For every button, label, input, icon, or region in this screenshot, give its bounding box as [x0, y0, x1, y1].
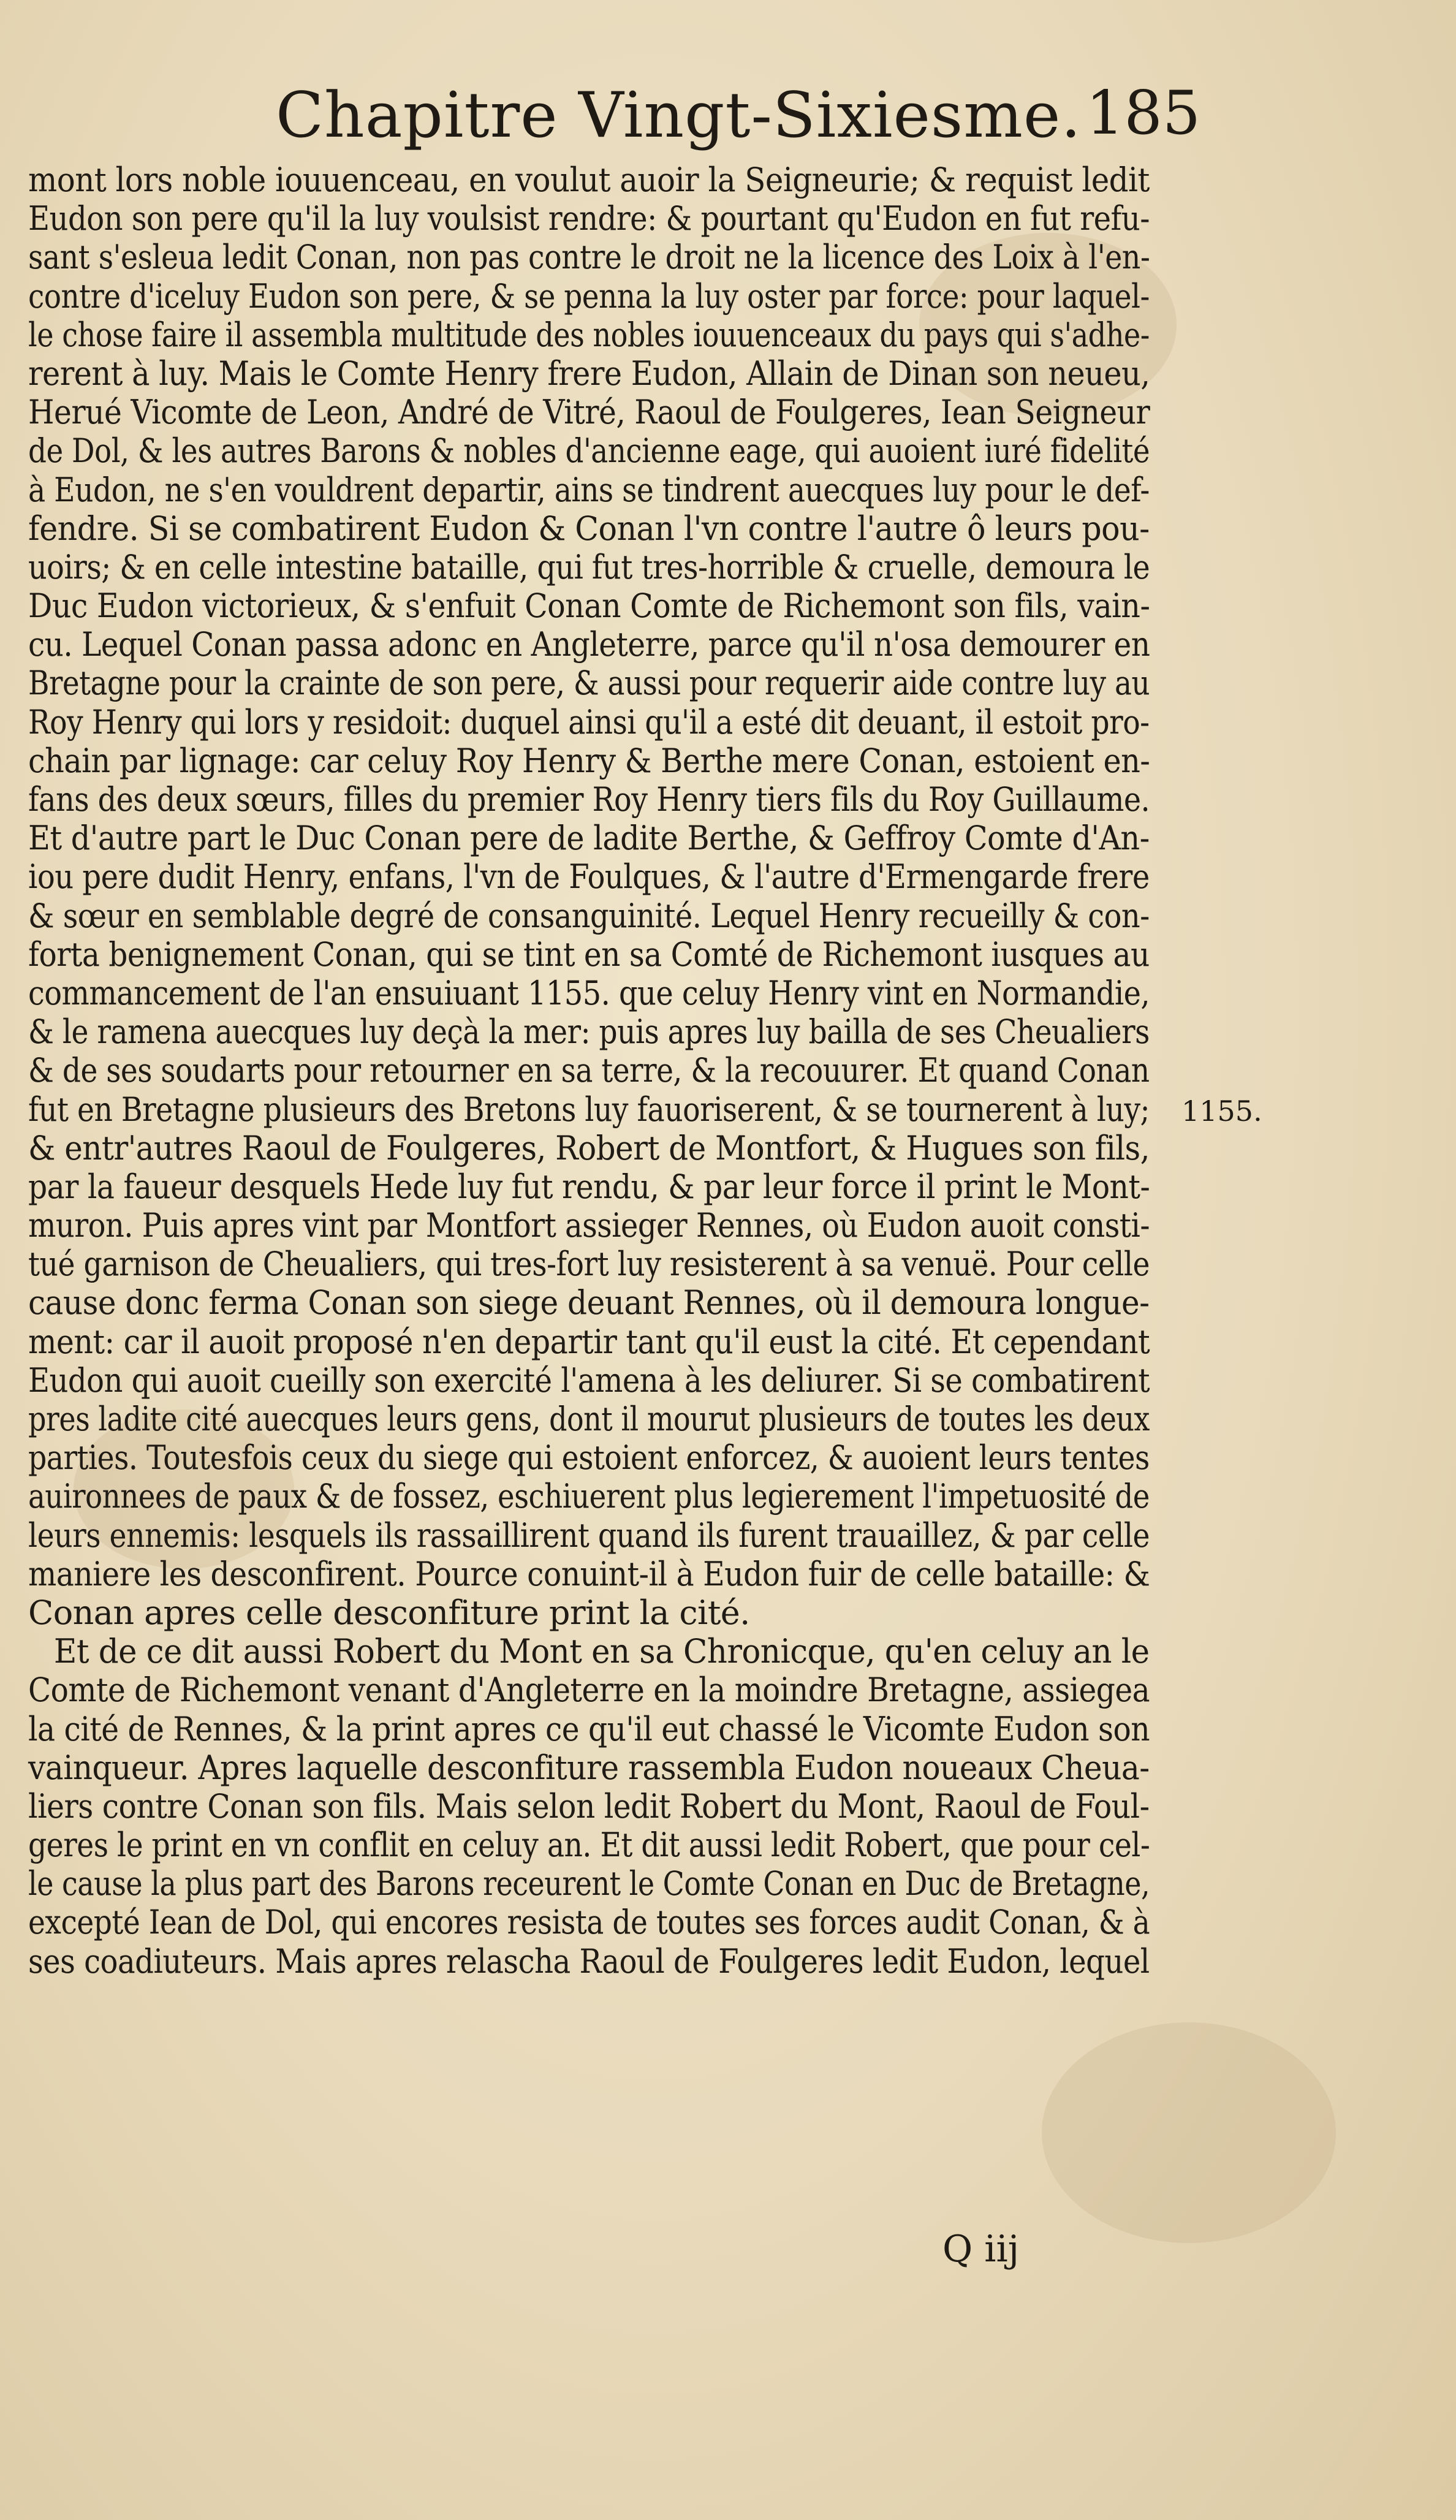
text-line: & entr'autres Raoul de Foulgeres, Robert de Montfort, & Hugues son fils,: [28, 1128, 1150, 1167]
text-line: contre d'iceluy Eudon son pere, & se penna la luy oster par force: pour laquel-: [28, 276, 1150, 316]
text-line: parties. Toutesfois ceux du siege qui estoient enforcez, & auoient leurs tentes: [28, 1438, 1150, 1478]
text-line: mont lors noble iouuenceau, en voulut auoir la Seigneurie; & requist ledit: [28, 161, 1150, 199]
text-line: sant s'esleua ledit Conan, non pas contre le droit ne la licence des Loix à l'en-: [28, 238, 1150, 277]
signature-mark: Q iij: [942, 2228, 1020, 2271]
text-line: de Dol, & les autres Barons & nobles d'ancienne eage, qui auoient iuré fidelité: [28, 431, 1150, 471]
text-line: maniere les desconfirent. Pource conuint-il à Eudon fuir de celle bataille: &: [28, 1554, 1150, 1593]
text-line: liers contre Conan son fils. Mais selon ledit Robert du Mont, Raoul de Foul-: [28, 1786, 1150, 1826]
text-line: Eudon qui auoit cueilly son exercité l'amena à les deliurer. Si se combatirent: [28, 1361, 1150, 1400]
body-text: [28, 161, 1150, 1981]
text-line: cu. Lequel Conan passa adonc en Angleterre, parce qu'il n'osa demourer en: [28, 625, 1150, 664]
text-line: uoirs; & en celle intestine bataille, qui fut tres-horrible & cruelle, demoura le: [28, 547, 1150, 586]
text-line: fendre. Si se combatirent Eudon & Conan l'vn contre l'autre ô leurs pou-: [28, 509, 1150, 548]
text-line: Et d'autre part le Duc Conan pere de ladite Berthe, & Geffroy Comte d'An-: [28, 819, 1150, 858]
text-line: leurs ennemis: lesquels ils rassaillirent quand ils furent trauaillez, & par celle: [28, 1516, 1150, 1555]
text-line: par la faueur desquels Hede luy fut rendu, & par leur force il print le Mont-: [28, 1167, 1150, 1206]
running-head-title: Chapitre Vingt-Sixiesme.: [276, 79, 1082, 152]
text-line: pres ladite cité auecques leurs gens, dont il mourut plusieurs de toutes les deux: [28, 1400, 1150, 1438]
text-line: cause donc ferma Conan son siege deuant Rennes, où il demoura longue-: [28, 1283, 1150, 1323]
text-line: Bretagne pour la crainte de son pere, & aussi pour requerir aide contre luy au: [28, 664, 1150, 703]
text-line: Comte de Richemont venant d'Angleterre en la moindre Bretagne, assiegea: [28, 1671, 1150, 1710]
text-line: à Eudon, ne s'en vouldrent departir, ains se tindrent auecques luy pour le def-: [28, 470, 1150, 509]
text-line: iou pere dudit Henry, enfans, l'vn de Foulques, & l'autre d'Ermengarde frere: [28, 857, 1150, 897]
text-line: rerent à luy. Mais le Comte Henry frere Eudon, Allain de Dinan son neueu,: [28, 354, 1150, 393]
text-line: fans des deux sœurs, filles du premier Roy Henry tiers fils du Roy Guillaume.: [28, 780, 1150, 819]
text-line: chain par lignage: car celuy Roy Henry & Berthe mere Conan, estoient en-: [28, 741, 1150, 780]
text-line: & sœur en semblable degré de consanguinité. Lequel Henry recueilly & con-: [28, 896, 1150, 935]
text-line: & de ses soudarts pour retourner en sa terre, & la recouurer. Et quand Conan: [28, 1051, 1150, 1090]
text-line: ment: car il auoit proposé n'en departir tant qu'il eust la cité. Et cependant: [28, 1322, 1150, 1361]
text-line: Conan apres celle desconfiture print la cité.: [28, 1593, 750, 1632]
text-line: Eudon son pere qu'il la luy voulsist rendre: & pourtant qu'Eudon en fut refu-: [28, 199, 1150, 238]
margin-note-year: 1155.: [1181, 1095, 1262, 1128]
text-line: forta benignement Conan, qui se tint en sa Comté de Richemont iusques au: [28, 935, 1150, 974]
text-line: Et de ce dit aussi Robert du Mont en sa Chronicque, qu'en celuy an le: [53, 1632, 1150, 1671]
text-line: ses coadiuteurs. Mais apres relascha Raoul de Foulgeres ledit Eudon, lequel: [28, 1941, 1150, 1981]
text-line: & le ramena auecques luy deçà la mer: puis apres luy bailla de ses Cheualiers: [28, 1012, 1150, 1052]
paper-stain: [1042, 2022, 1336, 2243]
text-line: tué garnison de Cheualiers, qui tres-fort luy resisterent à sa venuë. Pour celle: [28, 1245, 1150, 1284]
text-line: excepté Iean de Dol, qui encores resista de toutes ses forces audit Conan, & à: [28, 1903, 1150, 1942]
text-line: le cause la plus part des Barons receurent le Comte Conan en Duc de Bretagne,: [28, 1864, 1150, 1903]
text-line: auironnees de paux & de fossez, eschiuerent plus legierement l'impetuosité de: [28, 1477, 1150, 1516]
text-line: vainqueur. Apres laquelle desconfiture rassembla Eudon noueaux Cheua-: [28, 1748, 1150, 1787]
text-line: geres le print en vn conflit en celuy an. Et dit aussi ledit Robert, que pour cel-: [28, 1826, 1150, 1865]
text-line: Duc Eudon victorieux, & s'enfuit Conan Comte de Richemont son fils, vain-: [28, 586, 1150, 626]
text-line: fut en Bretagne plusieurs des Bretons luy fauoriserent, & se tournerent à luy;: [28, 1090, 1150, 1129]
page-number: 185: [1086, 78, 1201, 148]
text-line: commancement de l'an ensuiuant 1155. que celuy Henry vint en Normandie,: [28, 973, 1150, 1012]
text-line: Herué Vicomte de Leon, André de Vitré, Raoul de Foulgeres, Iean Seigneur: [28, 393, 1150, 432]
text-line: muron. Puis apres vint par Montfort assieger Rennes, où Eudon auoit consti-: [28, 1206, 1150, 1245]
text-line: Roy Henry qui lors y residoit: duquel ainsi qu'il a esté dit deuant, il estoit pro-: [28, 702, 1150, 742]
text-line: le chose faire il assembla multitude des nobles iouuenceaux du pays qui s'adhe-: [28, 315, 1150, 354]
text-line: la cité de Rennes, & la print apres ce qu'il eut chassé le Vicomte Eudon son: [28, 1709, 1150, 1748]
